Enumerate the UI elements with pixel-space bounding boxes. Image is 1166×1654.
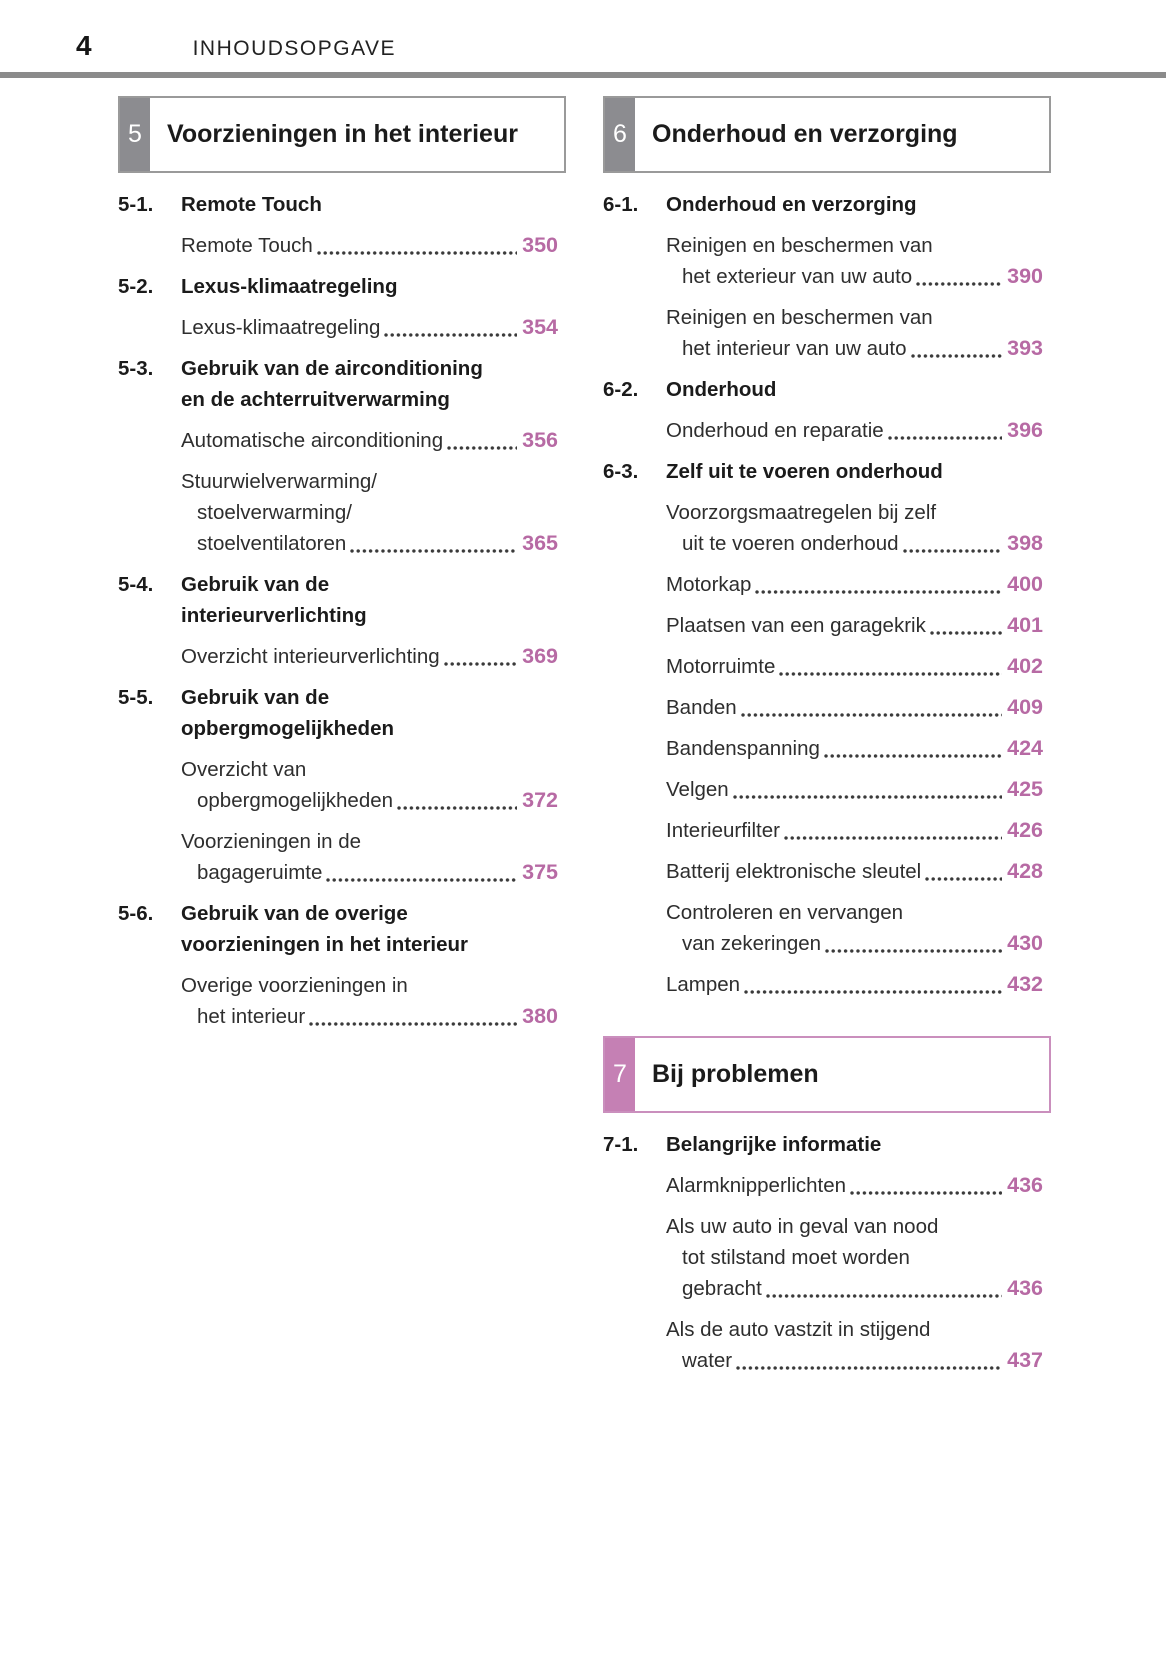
dot-leader (384, 333, 517, 337)
group-number: 5-3. (118, 357, 154, 380)
entry-page-number: 436 (1007, 1173, 1043, 1197)
dot-leader (741, 713, 1002, 717)
toc-entry (666, 1170, 1051, 1201)
toc-group-heading (603, 456, 1051, 487)
entry-page-number: 398 (1007, 531, 1043, 555)
entry-leader-row (666, 1345, 1043, 1376)
entry-page-number: 424 (1007, 736, 1043, 760)
entry-page-number: 400 (1007, 572, 1043, 596)
chapter-7-box (603, 1036, 1051, 1113)
entry-text-line: Automatische airconditioning (181, 429, 444, 452)
entry-page-number: 356 (522, 428, 558, 452)
chapter-title: Voorzieningen in het interieur (167, 120, 518, 148)
group-number: 7-1. (603, 1133, 639, 1156)
toc-entry (181, 230, 566, 261)
toc-entry (666, 497, 1051, 559)
dot-leader (447, 446, 517, 450)
group-title-line: Gebruik van de (181, 686, 330, 709)
toc-entry (181, 466, 566, 559)
entry-leader-row (181, 641, 558, 672)
dot-leader (350, 549, 517, 553)
group-title-line: Remote Touch (181, 193, 322, 216)
entry-leader-row (666, 928, 1043, 959)
group-title-line: Onderhoud en verzorging (666, 193, 917, 216)
toc-entry (666, 692, 1051, 723)
entry-text-line: Motorruimte (666, 655, 776, 678)
group-title-line: voorzieningen in het interieur (181, 933, 469, 956)
entry-page-number: 430 (1007, 931, 1043, 955)
entry-page-number: 369 (522, 644, 558, 668)
entry-text-line: het exterieur van uw auto (682, 265, 913, 288)
group-number: 5-5. (118, 686, 154, 709)
entry-page-number: 425 (1007, 777, 1043, 801)
entry-page-number: 402 (1007, 654, 1043, 678)
entry-text-line: Banden (666, 696, 737, 719)
entry-text-line: Overzicht van (181, 758, 307, 781)
toc-entry (666, 969, 1051, 1000)
toc-entry (666, 651, 1051, 682)
toc-entry (181, 754, 566, 816)
toc-group-heading (118, 189, 566, 220)
entry-leader-row (666, 692, 1043, 723)
entry-text-line: het interieur van uw auto (682, 337, 907, 360)
entry-text-line: Motorkap (666, 573, 752, 596)
dot-leader (903, 549, 1003, 553)
group-title (181, 569, 367, 631)
chapter-title: Bij problemen (652, 1060, 819, 1088)
chapter-number: 6 (613, 120, 627, 148)
toc-group-heading (118, 271, 566, 302)
entry-text-line: van zekeringen (682, 932, 822, 955)
entry-leader-row (666, 1170, 1043, 1201)
group-title (181, 189, 322, 220)
toc-entry (666, 897, 1051, 959)
entry-leader-row (666, 856, 1043, 887)
toc-entry (181, 970, 566, 1032)
group-number: 5-6. (118, 902, 154, 925)
entry-text-line: stoelventilatoren (197, 532, 347, 555)
group-number: 5-2. (118, 275, 154, 298)
toc-entry (666, 302, 1051, 364)
chapter-title: Onderhoud en verzorging (652, 120, 958, 148)
entry-page-number: 350 (522, 233, 558, 257)
entry-text-line: tot stilstand moet worden (682, 1246, 910, 1269)
dot-leader (444, 662, 518, 666)
entry-leader-row (181, 425, 558, 456)
group-title-line: Gebruik van de overige (181, 902, 408, 925)
dot-leader (779, 672, 1002, 676)
group-title (181, 898, 468, 960)
entry-text-line: Reinigen en beschermen van (666, 306, 933, 329)
toc-group-heading (118, 682, 566, 744)
entry-leader-row (181, 230, 558, 261)
entry-leader-row (666, 651, 1043, 682)
group-title-line: interieurverlichting (181, 604, 367, 627)
toc-entry (181, 641, 566, 672)
group-title-line: Gebruik van de (181, 573, 330, 596)
dot-leader (309, 1022, 517, 1026)
entry-text-line: Voorzorgsmaatregelen bij zelf (666, 501, 937, 524)
entry-text-line: Controleren en vervangen (666, 901, 904, 924)
entry-page-number: 401 (1007, 613, 1043, 637)
entry-text-line: gebracht (682, 1277, 762, 1300)
entry-page-number: 428 (1007, 859, 1043, 883)
entry-leader-row (181, 528, 558, 559)
dot-leader (326, 878, 517, 882)
entry-leader-row (666, 333, 1043, 364)
group-title (181, 682, 394, 744)
chapter-5-box (118, 96, 566, 173)
page-header-title: INHOUDSOPGAVE (192, 37, 397, 60)
toc-group-heading (118, 898, 566, 960)
group-title (666, 189, 917, 220)
entry-text-line: Als uw auto in geval van nood (666, 1215, 939, 1238)
entry-text-line: stoelverwarming/ (197, 501, 352, 524)
group-number: 6-1. (603, 193, 639, 216)
group-title (181, 271, 397, 302)
dot-leader (755, 590, 1002, 594)
chapter-tab (605, 1038, 635, 1111)
dot-leader (736, 1366, 1002, 1370)
entry-text-line: Interieurfilter (666, 819, 780, 842)
header-rule (0, 72, 1166, 78)
entry-text-line: Onderhoud en reparatie (666, 419, 884, 442)
dot-leader (916, 282, 1002, 286)
dot-leader (825, 949, 1002, 953)
entry-page-number: 354 (522, 315, 558, 339)
entry-page-number: 393 (1007, 336, 1043, 360)
entry-leader-row (666, 528, 1043, 559)
group-title-line: Belangrijke informatie (666, 1133, 882, 1156)
toc-entry (181, 425, 566, 456)
entry-leader-row (666, 1273, 1043, 1304)
entry-page-number: 426 (1007, 818, 1043, 842)
toc-entry (666, 733, 1051, 764)
entry-page-number: 396 (1007, 418, 1043, 442)
entry-text-line: Reinigen en beschermen van (666, 234, 933, 257)
entry-text-line: water (682, 1349, 733, 1372)
group-title (181, 353, 483, 415)
entry-text-line: Overzicht interieurverlichting (181, 645, 440, 668)
entry-text-line: het interieur (197, 1005, 306, 1028)
group-title-line: en de achterruitverwarming (181, 388, 450, 411)
entry-page-number: 372 (522, 788, 558, 812)
group-number: 5-1. (118, 193, 154, 216)
entry-text-line: Stuurwielverwarming/ (181, 470, 377, 493)
entry-text-line: Alarmknipperlichten (666, 1174, 847, 1197)
entry-page-number: 375 (522, 860, 558, 884)
group-title-line: Gebruik van de airconditioning (181, 357, 483, 380)
dot-leader (911, 354, 1003, 358)
entry-page-number: 409 (1007, 695, 1043, 719)
entry-text-line: Batterij elektronische sleutel (666, 860, 922, 883)
entry-leader-row (666, 415, 1043, 446)
entry-leader-row (181, 857, 558, 888)
dot-leader (397, 806, 517, 810)
toc-entry (666, 856, 1051, 887)
entry-text-line: Als de auto vastzit in stijgend (666, 1318, 931, 1341)
entry-leader-row (666, 261, 1043, 292)
group-title (666, 1129, 881, 1160)
group-title-line: opbergmogelijkheden (181, 717, 394, 740)
entry-page-number: 432 (1007, 972, 1043, 996)
entry-text-line: Remote Touch (181, 234, 313, 257)
entry-leader-row (666, 610, 1043, 641)
entry-text-line: Lexus-klimaatregeling (181, 316, 381, 339)
entry-page-number: 390 (1007, 264, 1043, 288)
entry-leader-row (181, 1001, 558, 1032)
group-number: 6-3. (603, 460, 639, 483)
toc-column-right (603, 96, 1051, 1376)
entry-page-number: 437 (1007, 1348, 1043, 1372)
page-number: 4 (76, 30, 92, 61)
toc-entry (666, 774, 1051, 805)
entry-leader-row (666, 969, 1043, 1000)
entry-leader-row (666, 733, 1043, 764)
chapter-tab (120, 98, 150, 171)
entry-text-line: Voorzieningen in de (181, 830, 362, 853)
entry-text-line: bagageruimte (197, 861, 323, 884)
chapter-tab (605, 98, 635, 171)
toc-column-left (118, 96, 566, 1376)
chapter-6-box (603, 96, 1051, 173)
entry-text-line: Bandenspanning (666, 737, 820, 760)
group-title-line: Zelf uit te voeren onderhoud (666, 460, 943, 483)
entry-text-line: uit te voeren onderhoud (682, 532, 899, 555)
chapter-number: 7 (613, 1060, 627, 1088)
group-title-line: Onderhoud (666, 378, 777, 401)
dot-leader (784, 836, 1002, 840)
group-title-line: Lexus-klimaatregeling (181, 275, 398, 298)
dot-leader (824, 754, 1002, 758)
toc-entry (666, 415, 1051, 446)
entry-leader-row (181, 785, 558, 816)
dot-leader (733, 795, 1002, 799)
toc-columns (118, 96, 1051, 1376)
toc-entry (181, 312, 566, 343)
chapter-number: 5 (128, 120, 142, 148)
dot-leader (925, 877, 1002, 881)
dot-leader (888, 436, 1002, 440)
toc-entry (666, 610, 1051, 641)
toc-group-heading (118, 353, 566, 415)
toc-entry (666, 569, 1051, 600)
toc-entry (666, 1211, 1051, 1304)
toc-entry (666, 815, 1051, 846)
toc-group-heading (603, 1129, 1051, 1160)
dot-leader (850, 1191, 1002, 1195)
entry-page-number: 436 (1007, 1276, 1043, 1300)
entry-text-line: Velgen (666, 778, 729, 801)
entry-text-line: Plaatsen van een garagekrik (666, 614, 926, 637)
entry-page-number: 380 (522, 1004, 558, 1028)
entry-leader-row (666, 569, 1043, 600)
dot-leader (744, 990, 1002, 994)
group-title (666, 374, 776, 405)
toc-entry (666, 1314, 1051, 1376)
toc-entry (666, 230, 1051, 292)
entry-leader-row (666, 815, 1043, 846)
group-number: 5-4. (118, 573, 154, 596)
toc-entry (181, 826, 566, 888)
entry-leader-row (181, 312, 558, 343)
entry-text-line: Overige voorzieningen in (181, 974, 408, 997)
dot-leader (766, 1294, 1002, 1298)
entry-text-line: opbergmogelijkheden (197, 789, 394, 812)
entry-page-number: 365 (522, 531, 558, 555)
entry-text-line: Lampen (666, 973, 741, 996)
toc-group-heading (603, 189, 1051, 220)
entry-leader-row (666, 774, 1043, 805)
toc-group-heading (603, 374, 1051, 405)
toc-group-heading (118, 569, 566, 631)
group-title (666, 456, 943, 487)
page-header (76, 30, 396, 62)
dot-leader (317, 251, 517, 255)
group-number: 6-2. (603, 378, 639, 401)
dot-leader (930, 631, 1002, 635)
